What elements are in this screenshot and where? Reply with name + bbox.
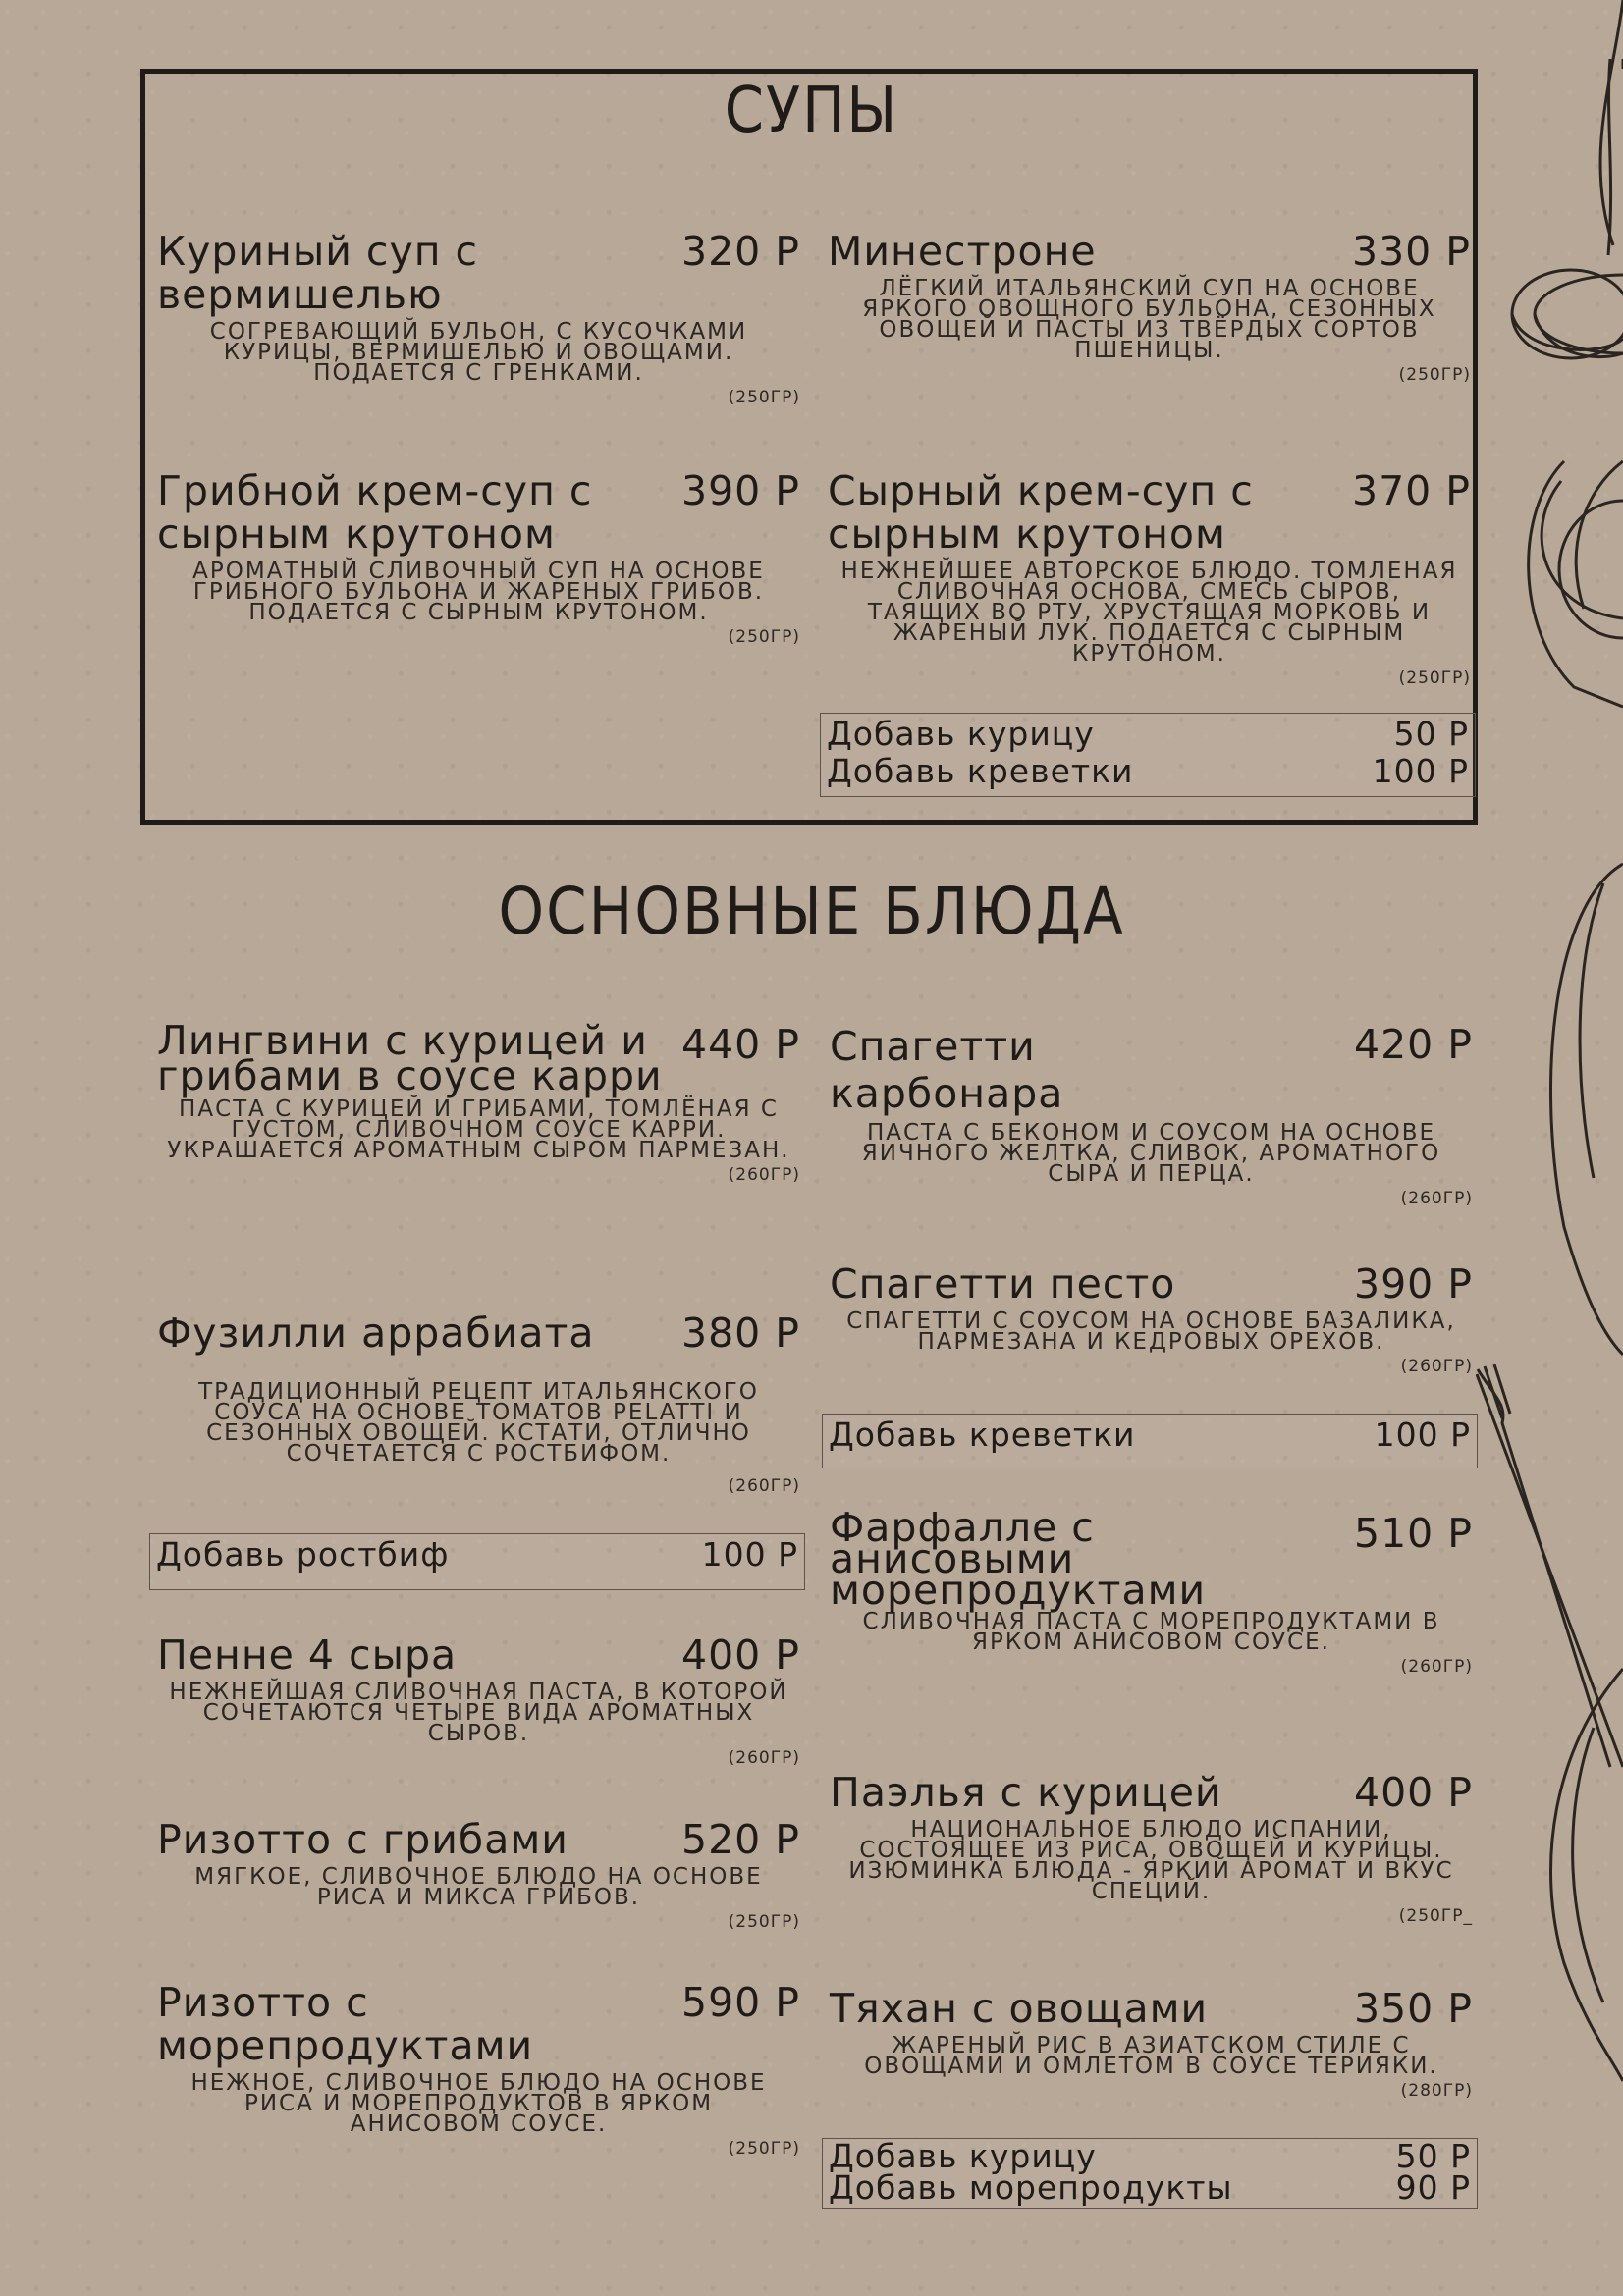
addon-label: Добавь морепродукты [829, 2168, 1233, 2207]
addon-label: Добавь креветки [827, 752, 1134, 790]
item-price: 390 Р [1353, 1260, 1473, 1308]
item-weight: (260ГР) [1400, 1189, 1473, 1208]
item-description: ПАСТА С КУРИЦЕЙ И ГРИБАМИ, ТОМЛЁНАЯ С ГУСТОМ, СЛИВОЧНОМ СОУСЕ КАРРИ. УКРАШАЕТСЯ АРОМАТНЫМ СЫРОМ ПАРМЕЗАН. [167, 1096, 790, 1163]
addon-label: Добавь ростбиф [156, 1535, 450, 1574]
soups-addons-box [820, 713, 1476, 797]
addon-price: 100 Р [1374, 1415, 1471, 1454]
item-name: Лингвини с курицей и грибами в соусе карри [157, 1017, 663, 1099]
menu-item [157, 1981, 800, 2159]
addon-label: Добавь креветки [829, 1415, 1136, 1454]
addon-label: Добавь курицу [827, 715, 1095, 753]
addon-price: 50 Р [1395, 2137, 1471, 2175]
addon-row [829, 1416, 1471, 1454]
item-weight: (250ГР) [1398, 365, 1471, 385]
item-name: Спагетти карбонара [830, 1023, 1064, 1117]
item-name: Куриный суп с вермишелью [157, 228, 479, 318]
item-name: Фарфалле с анисовыми морепродуктами [830, 1504, 1207, 1614]
item-description: ЖАРЕНЫЙ РИС В АЗИАТСКОМ СТИЛЕ С ОВОЩАМИ И ОМЛЕТОМ В СОУСЕ ТЕРИЯКИ. [864, 2033, 1438, 2079]
menu-item [157, 230, 800, 407]
item-price: 590 Р [680, 1979, 800, 2026]
item-name: Пенне 4 сыра [157, 1631, 458, 1679]
addon-price: 90 Р [1395, 2168, 1471, 2207]
item-price: 390 Р [680, 467, 800, 514]
item-price: 510 Р [1353, 1510, 1473, 1557]
shrimp-addon-box [822, 1414, 1478, 1468]
addon-price: 50 Р [1393, 715, 1469, 753]
item-price: 380 Р [680, 1309, 800, 1357]
mains-section-title: ОСНОВНЫЕ БЛЮДА [498, 874, 1125, 949]
item-price: 420 Р [1353, 1021, 1473, 1068]
menu-item [157, 469, 800, 647]
item-description: СПАГЕТТИ С СОУСОМ НА ОСНОВЕ БАЗАЛИКА, ПАРМЕЗАНА И КЕДРОВЫХ ОРЕХОВ. [846, 1308, 1456, 1355]
item-description: НЕЖНОЕ, СЛИВОЧНОЕ БЛЮДО НА ОСНОВЕ РИСА И МОРЕПРОДУКТОВ В ЯРКОМ АНИСОВОМ СОУСЕ. [190, 2070, 767, 2137]
menu-item [157, 1017, 800, 1185]
addon-price: 100 Р [701, 1535, 798, 1574]
item-weight: (250ГР) [728, 2139, 800, 2159]
item-weight: (260ГР) [1400, 1357, 1473, 1376]
item-description: НЕЖНЕЙШЕЕ АВТОРСКОЕ БЛЮДО. ТОМЛЕНАЯ СЛИВОЧНАЯ ОСНОВА, СМЕСЬ СЫРОВ, ТАЯЩИХ ВО РТУ, ХРУСТЯЩАЯ МОРКОВЬ И ЖАРЕНЫЙ ЛУК. ПОДАЕТСЯ С СЫРНЫМ КРУТОНОМ. [840, 559, 1458, 667]
item-name: Фузилли аррабиата [157, 1309, 595, 1357]
item-price: 320 Р [680, 228, 800, 275]
item-weight: (260ГР) [728, 1165, 800, 1185]
item-weight: (250ГР) [728, 388, 800, 407]
menu-item [157, 1311, 800, 1496]
item-description: СОГРЕВАЮЩИЙ БУЛЬОН, С КУСОЧКАМИ КУРИЦЫ, ВЕРМИШЕЛЬЮ И ОВОЩАМИ. ПОДАЕТСЯ С ГРЕНКАМИ. [209, 319, 748, 386]
fork-icon [1473, 1364, 1623, 1777]
menu-item [830, 1262, 1473, 1376]
menu-item [830, 1771, 1473, 1926]
addon-price: 100 Р [1372, 752, 1469, 790]
item-price: 400 Р [680, 1631, 800, 1679]
item-weight: (260ГР) [728, 1476, 800, 1496]
soups-section-title: СУПЫ [724, 75, 899, 147]
addon-row [827, 753, 1469, 790]
item-name: Спагетти песто [830, 1260, 1176, 1308]
addon-row [829, 2168, 1471, 2207]
addon-label: Добавь курицу [829, 2137, 1097, 2175]
item-description: СЛИВОЧНАЯ ПАСТА С МОРЕПРОДУКТАМИ В ЯРКОМ АНИСОВОМ СОУСЕ. [862, 1609, 1440, 1655]
menu-item [830, 1987, 1473, 2101]
menu-item [828, 230, 1471, 385]
item-name: Ризотто с грибами [157, 1816, 568, 1863]
item-price: 400 Р [1353, 1769, 1473, 1816]
item-name: Минестроне [828, 228, 1097, 275]
addon-row [827, 716, 1469, 753]
item-description: МЯГКОЕ, СЛИВОЧНОЕ БЛЮДО НА ОСНОВЕ РИСА И МИКСА ГРИБОВ. [194, 1864, 763, 1910]
menu-item [157, 1818, 800, 1932]
item-weight: (250ГР) [1398, 668, 1471, 688]
item-weight: (250ГР) [728, 1912, 800, 1932]
item-weight: (260ГР) [728, 1748, 800, 1768]
ladle-icon [1483, 59, 1623, 648]
item-weight: (250ГР_ [1398, 1906, 1473, 1926]
menu-item [157, 1633, 800, 1768]
item-description: ЛЁГКИЙ ИТАЛЬЯНСКИЙ СУП НА ОСНОВЕ ЯРКОГО ОВОЩНОГО БУЛЬОНА, СЕЗОННЫХ ОВОЩЕЙ И ПАСТЫ ИЗ ТВЁРДЫХ СОРТОВ ПШЕНИЦЫ. [862, 276, 1436, 363]
item-price: 440 Р [680, 1021, 800, 1068]
item-name: Паэлья с курицей [830, 1769, 1222, 1816]
item-description: НАЦИОНАЛЬНОЕ БЛЮДО ИСПАНИИ, СОСТОЯЩЕЕ ИЗ РИСА, ОВОЩЕЙ И КУРИЦЫ. ИЗЮМИНКА БЛЮДА - ЯРКИЙ АРОМАТ И ВКУС СПЕЦИЙ. [848, 1817, 1454, 1904]
item-price: 520 Р [680, 1816, 800, 1863]
addon-row [156, 1536, 798, 1574]
final-addons-box [822, 2138, 1478, 2209]
item-name: Сырный крем-суп с сырным крутоном [828, 467, 1254, 558]
item-description: ПАСТА С БЕКОНОМ И СОУСОМ НА ОСНОВЕ ЯИЧНОГО ЖЕЛТКА, СЛИВОК, АРОМАТНОГО СЫРА И ПЕРЦА. [861, 1120, 1441, 1187]
roastbeef-addon-box [149, 1533, 805, 1590]
item-price: 330 Р [1351, 228, 1471, 275]
menu-item [828, 469, 1471, 688]
item-name: Грибной крем-суп с сырным крутоном [157, 467, 593, 558]
item-weight: (250ГР) [728, 627, 800, 647]
item-description: ТРАДИЦИОННЫЙ РЕЦЕПТ ИТАЛЬЯНСКОГО СОУСА НА ОСНОВЕ ТОМАТОВ PELATTI И СЕЗОННЫХ ОВОЩЕЙ. КСТАТИ, ОТЛИЧНО СОЧЕТАЕТСЯ С РОСТБИФОМ. [198, 1379, 759, 1467]
item-weight: (280ГР) [1400, 2081, 1473, 2101]
item-name: Ризотто с морепродуктами [157, 1979, 534, 2069]
menu-item [830, 1504, 1473, 1677]
item-price: 350 Р [1353, 1985, 1473, 2032]
item-description: НЕЖНЕЙШАЯ СЛИВОЧНАЯ ПАСТА, В КОТОРОЙ СОЧЕТАЮТСЯ ЧЕТЫРЕ ВИДА АРОМАТНЫХ СЫРОВ. [169, 1680, 788, 1746]
item-name: Тяхан с овощами [830, 1985, 1209, 2032]
soups-section-frame [140, 69, 1478, 825]
menu-item [830, 1023, 1473, 1208]
item-description: АРОМАТНЫЙ СЛИВОЧНЫЙ СУП НА ОСНОВЕ ГРИБНОГО БУЛЬОНА И ЖАРЕНЫХ ГРИБОВ. ПОДАЕТСЯ С СЫРНЫМ КРУТОНОМ. [192, 559, 765, 625]
item-price: 370 Р [1351, 467, 1471, 514]
item-weight: (260ГР) [1400, 1657, 1473, 1677]
